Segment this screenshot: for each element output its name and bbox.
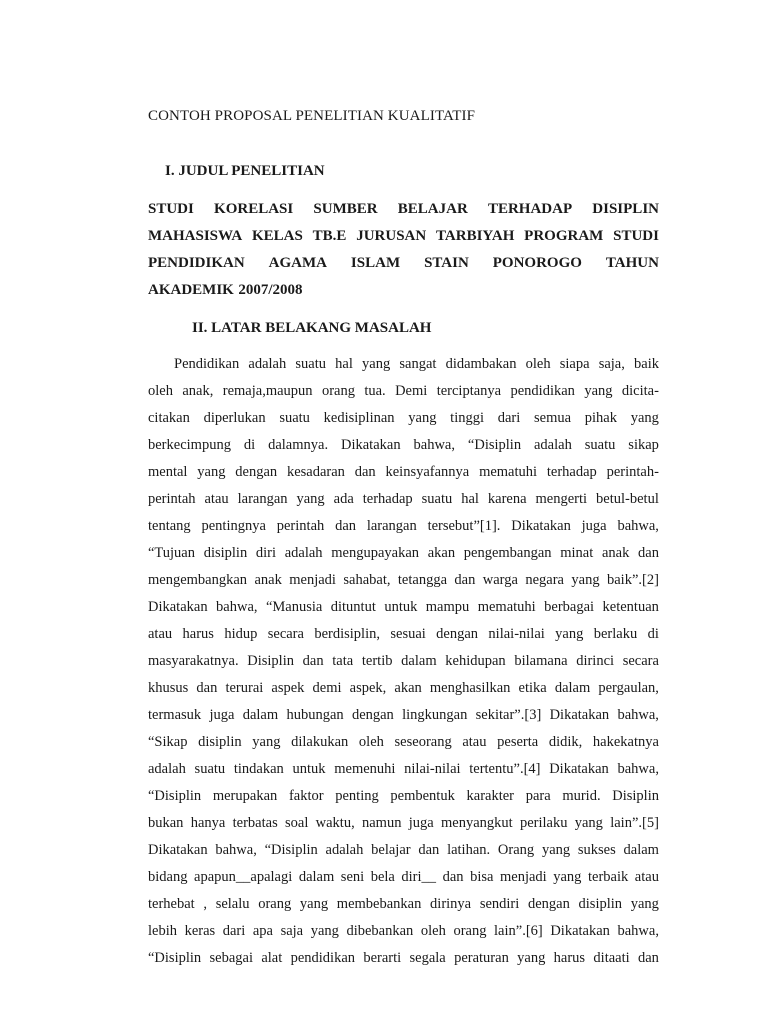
word: Pendidikan [174, 356, 240, 372]
word: karakter [466, 788, 515, 804]
paragraph-line [148, 405, 659, 432]
paragraph-line [148, 702, 659, 729]
word: bidang [148, 869, 188, 885]
word: tua. [364, 383, 386, 399]
word: mental [148, 464, 188, 480]
word: memenuhi [334, 761, 396, 777]
word: menjadi [499, 869, 547, 885]
word: orang [258, 896, 292, 912]
word: terhebat [148, 896, 195, 912]
word: yang [408, 410, 437, 426]
document-title: CONTOH PROPOSAL PENELITIAN KUALITATIF [148, 108, 476, 124]
word: “Disiplin [148, 788, 202, 804]
word: terbatas [232, 815, 278, 831]
word: bilamana [514, 653, 568, 669]
word: STUDI [148, 201, 194, 217]
word: seni [340, 869, 365, 885]
word: suatu [295, 356, 327, 372]
word: bahwa, [617, 518, 659, 534]
word: kedisiplinan [323, 410, 395, 426]
word: Demi [395, 383, 428, 399]
word: STUDI [613, 228, 659, 244]
word: akan [427, 545, 456, 561]
word: Dikatakan [511, 518, 571, 534]
research-title-line [148, 196, 659, 223]
word: terciptanya [436, 383, 502, 399]
word: atau [204, 491, 229, 507]
research-title-line [148, 277, 659, 304]
word: didik, [548, 734, 583, 750]
word: apa [252, 923, 273, 939]
word: yang [197, 464, 226, 480]
paragraph-line [148, 378, 659, 405]
word: tertib [361, 653, 393, 669]
word: suatu [421, 491, 453, 507]
word: siapa [559, 356, 590, 372]
word: tentang [148, 518, 191, 534]
word: mematuhi [477, 599, 536, 615]
word: bahwa, [617, 707, 659, 723]
word: SUMBER [313, 201, 378, 217]
word: AGAMA [268, 255, 327, 271]
word: keinsyafannya [385, 464, 470, 480]
word: alat [261, 950, 283, 966]
word: dengan [527, 896, 570, 912]
word: lebih [148, 923, 177, 939]
word: perintah [148, 491, 196, 507]
word: tinggi [450, 410, 485, 426]
word: dibebankan [346, 923, 414, 939]
word: yang [362, 356, 391, 372]
word: dalamnya. [268, 437, 329, 453]
word: pembentuk [390, 788, 455, 804]
word: KELAS [251, 228, 303, 244]
word: bahwa, [617, 761, 659, 777]
word: mampu [425, 599, 470, 615]
word: remaja,maupun [222, 383, 313, 399]
word: Dikatakan [549, 761, 609, 777]
word: berlaku [593, 626, 638, 642]
research-title-line [148, 250, 659, 277]
word: menyangkut [440, 815, 513, 831]
word: berarti [363, 950, 402, 966]
word: dari [497, 410, 521, 426]
word: “Disiplin [148, 950, 202, 966]
word: sendiri [479, 896, 520, 912]
paragraph-line [148, 459, 659, 486]
word: dan [354, 464, 376, 480]
word: diperlukan [203, 410, 266, 426]
word: Dikatakan [341, 437, 401, 453]
word: TERHADAP [487, 201, 573, 217]
paragraph-line [148, 864, 659, 891]
word: bela [370, 869, 395, 885]
word: sangat [399, 356, 437, 372]
word: perintah- [606, 464, 659, 480]
word: orang [453, 923, 487, 939]
word: bukan [148, 815, 184, 831]
paragraph-line [148, 594, 659, 621]
word: apapun__apalagi [194, 869, 293, 885]
word: dituntut [330, 599, 376, 615]
section-2-heading: II. LATAR BELAKANG MASALAH [192, 320, 432, 336]
word: membebankan [336, 896, 422, 912]
word: juga [209, 707, 235, 723]
word: dan [454, 572, 476, 588]
word: JURUSAN [356, 228, 427, 244]
word: Dikatakan [550, 923, 610, 939]
word: , [203, 896, 208, 912]
word: ketentuan [602, 599, 659, 615]
word: TAHUN [605, 255, 659, 271]
word: dan [196, 680, 218, 696]
word: saja [280, 923, 304, 939]
paragraph-line [148, 621, 659, 648]
word: anak [254, 572, 282, 588]
word: atau [462, 734, 487, 750]
word: dan [418, 842, 440, 858]
paragraph-line [148, 729, 659, 756]
word: suatu [584, 437, 616, 453]
word: tertentu”.[4] [469, 761, 541, 777]
word: di [647, 626, 659, 642]
word: mematuhi [479, 464, 538, 480]
word: untuk [384, 599, 418, 615]
word: pergaulan, [598, 680, 659, 696]
word: larangan [366, 518, 417, 534]
word: “Manusia [265, 599, 323, 615]
word: aspek [271, 680, 305, 696]
word: STAIN [424, 255, 469, 271]
word: yang [541, 842, 571, 858]
word: dalam [401, 653, 437, 669]
word: PROGRAM [524, 228, 604, 244]
word: hakekatnya [592, 734, 659, 750]
word: AKADEMIK [148, 282, 234, 298]
word: MAHASISWA [148, 228, 243, 244]
word: suatu [279, 410, 310, 426]
word: pengembangan [463, 545, 552, 561]
word: segala [409, 950, 446, 966]
word: adalah [248, 356, 287, 372]
word: perilaku [519, 815, 568, 831]
word: yang [252, 734, 281, 750]
word: soal [285, 815, 309, 831]
word: dalam [242, 707, 279, 723]
word: keras [184, 923, 216, 939]
paragraph-line [148, 486, 659, 513]
paragraph-line [148, 837, 659, 864]
word: dicita- [621, 383, 659, 399]
word: hidup [224, 626, 258, 642]
word: baik [634, 356, 659, 372]
word: “Disiplin [467, 437, 522, 453]
word: murid. [562, 788, 601, 804]
word: berkecimpung [148, 437, 231, 453]
word: Dikatakan [148, 599, 208, 615]
word: bahwa, [215, 842, 257, 858]
word: yang [574, 815, 603, 831]
word: tindakan [233, 761, 284, 777]
word: pihak [584, 410, 617, 426]
word: perintah [276, 518, 325, 534]
word: dalam [623, 842, 659, 858]
word: hubungan [286, 707, 344, 723]
word: dan [442, 869, 464, 885]
word: khusus [148, 680, 189, 696]
word: sahabat, [343, 572, 391, 588]
word: yang [630, 410, 659, 426]
word: bisa [470, 869, 494, 885]
word: disiplin [578, 896, 623, 912]
word: tata [332, 653, 354, 669]
word: yang [571, 572, 600, 588]
word: pendidikan [510, 383, 575, 399]
word: diri__ [401, 869, 437, 885]
word: warga [482, 572, 518, 588]
word: dan [638, 545, 659, 561]
word: disiplin [198, 734, 242, 750]
word: secara [622, 653, 659, 669]
word: adalah [284, 545, 323, 561]
word: dengan [235, 464, 278, 480]
paragraph-line [148, 945, 659, 972]
word: dengan [351, 707, 394, 723]
word: hal [461, 491, 479, 507]
paragraph-line [148, 810, 659, 837]
word: berbagai [544, 599, 595, 615]
word: peserta [497, 734, 539, 750]
word: selalu [215, 896, 250, 912]
word: yang [296, 491, 325, 507]
word: menghasilkan [429, 680, 511, 696]
word: sekitar”.[3] [475, 707, 542, 723]
word: semua [534, 410, 572, 426]
section-1-heading: I. JUDUL PENELITIAN [165, 163, 325, 179]
word: 2007/2008 [238, 282, 303, 298]
word: yang [584, 383, 613, 399]
word: seseorang [394, 734, 452, 750]
word: yang [630, 896, 659, 912]
word: diri [255, 545, 277, 561]
word: juga [581, 518, 607, 534]
word: Orang [497, 842, 535, 858]
paragraph-line [148, 513, 659, 540]
word: terhadap [362, 491, 413, 507]
word: atau [148, 626, 173, 642]
word: oleh [148, 383, 173, 399]
word: anak, [182, 383, 214, 399]
word: yang [299, 896, 329, 912]
word: minat [560, 545, 594, 561]
word: dari [222, 923, 246, 939]
word: disiplin [203, 545, 248, 561]
word: anak [601, 545, 630, 561]
word: menjadi [289, 572, 336, 588]
word: merupakan [212, 788, 278, 804]
word: citakan [148, 410, 190, 426]
word: BELAJAR [397, 201, 468, 217]
word: orang [321, 383, 355, 399]
word: hanya [190, 815, 226, 831]
word: Dikatakan [549, 707, 610, 723]
word: oleh [358, 734, 384, 750]
word: oleh [525, 356, 551, 372]
word: juga [408, 815, 434, 831]
word: PENDIDIKAN [148, 255, 245, 271]
word: dan [638, 950, 659, 966]
word: bahwa, [617, 923, 659, 939]
word: tersebut”[1]. [427, 518, 501, 534]
word: akan [394, 680, 422, 696]
word: atau [634, 869, 659, 885]
word: “Tujuan [148, 545, 195, 561]
word: ditaati [593, 950, 630, 966]
word: oleh [420, 923, 446, 939]
word: etika [518, 680, 547, 696]
word: yang [310, 923, 339, 939]
word: kesadaran [286, 464, 345, 480]
word: lingkungan [402, 707, 468, 723]
word: sesuai [390, 626, 426, 642]
word: yang [553, 869, 582, 885]
word: lain”.[5] [610, 815, 659, 831]
word: betul-betul [596, 491, 659, 507]
word: terbaik [587, 869, 629, 885]
word: dengan [436, 626, 479, 642]
word: dirinya [430, 896, 472, 912]
research-title-block [148, 196, 659, 304]
word: nilai-nilai [404, 761, 461, 777]
word: dalam [554, 680, 591, 696]
word: sukses [577, 842, 616, 858]
word: latihan. [447, 842, 491, 858]
word: baik”.[2] [606, 572, 659, 588]
word: mengembangkan [148, 572, 248, 588]
word: “Disiplin [264, 842, 318, 858]
word: dilakukan [291, 734, 349, 750]
word: para [525, 788, 551, 804]
background-paragraph [148, 351, 659, 972]
word: masyarakatnya. [148, 653, 239, 669]
research-title-line [148, 223, 659, 250]
word: harus [553, 950, 586, 966]
word: namun [361, 815, 402, 831]
word: di [243, 437, 256, 453]
word: KORELASI [214, 201, 294, 217]
word: kehidupan [445, 653, 506, 669]
word: pendidikan [290, 950, 356, 966]
paragraph-line [148, 648, 659, 675]
word: sikap [628, 437, 659, 453]
paragraph-line [148, 783, 659, 810]
word: ada [333, 491, 354, 507]
word: belajar [371, 842, 411, 858]
word: bahwa, [413, 437, 455, 453]
paragraph-line [148, 540, 659, 567]
paragraph-line [148, 675, 659, 702]
word: dan [335, 518, 357, 534]
word: pentingnya [201, 518, 266, 534]
word: saja, [598, 356, 625, 372]
word: TARBIYAH [436, 228, 515, 244]
word: “Sikap [148, 734, 188, 750]
word: larangan [237, 491, 288, 507]
paragraph-line [148, 432, 659, 459]
word: DISIPLIN [592, 201, 659, 217]
word: dalam [298, 869, 335, 885]
word: dan [302, 653, 324, 669]
word: harus [182, 626, 214, 642]
word: bahwa, [216, 599, 258, 615]
paragraph-line [148, 756, 659, 783]
word: tetangga [397, 572, 448, 588]
word: secara [267, 626, 304, 642]
word: didambakan [445, 356, 517, 372]
word: suatu [194, 761, 226, 777]
word: peraturan [454, 950, 509, 966]
word: penting [335, 788, 379, 804]
word: yang [517, 950, 546, 966]
word: waktu, [315, 815, 355, 831]
word: mengupayakan [331, 545, 420, 561]
word: faktor [288, 788, 324, 804]
paragraph-line [148, 351, 659, 378]
paragraph-line [148, 918, 659, 945]
paragraph-line [148, 891, 659, 918]
word: terurai [225, 680, 264, 696]
word: ISLAM [350, 255, 401, 271]
word: demi [312, 680, 342, 696]
word: Disiplin [247, 653, 294, 669]
word: adalah [148, 761, 186, 777]
word: nilai-nilai [488, 626, 545, 642]
word: terhadap [546, 464, 597, 480]
word: lain”.[6] [494, 923, 543, 939]
word: Dikatakan [148, 842, 208, 858]
word: dirinci [576, 653, 615, 669]
word: termasuk [148, 707, 202, 723]
word: yang [555, 626, 584, 642]
word: mengerti [535, 491, 588, 507]
word: berdisiplin, [314, 626, 380, 642]
word: negara [525, 572, 564, 588]
word: karena [487, 491, 527, 507]
paragraph-line [148, 567, 659, 594]
word: adalah [325, 842, 364, 858]
word: hal [335, 356, 353, 372]
word: adalah [534, 437, 572, 453]
word: untuk [292, 761, 326, 777]
word: sebagai [209, 950, 253, 966]
word: aspek, [349, 680, 387, 696]
word: Disiplin [612, 788, 659, 804]
word: TB.E [312, 228, 347, 244]
word: PONOROGO [492, 255, 582, 271]
